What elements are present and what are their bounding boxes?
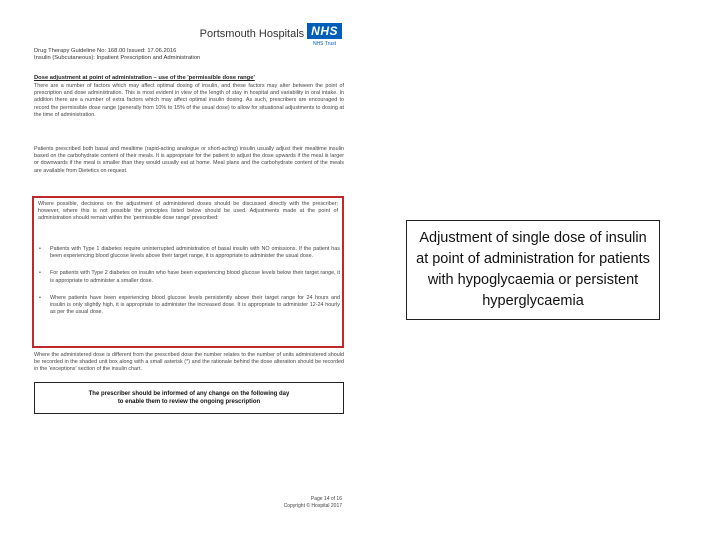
bullet-icon: •: [39, 246, 41, 252]
highlight-intro: Where possible, decisions on the adjustment of administered doses should be discussed directly with the prescriber; however, where this is not possible the principles listed below should be used. Adjustments made at the point of administration should remain within the 'permissible dose range' prescribed:: [38, 201, 338, 222]
logo-name: Portsmouth Hospitals: [199, 28, 305, 40]
bullet-text: Where patients have been experiencing blood glucose levels persistently above their target range for 24 hours and insulin is only slightly high, it is appropriate to administer the increased dose. It is appropriate to administer 12-24 hourly as per the usual dose.: [50, 294, 340, 316]
copyright: Copyright © Hospital 2017: [283, 503, 342, 509]
logo-trust: NHS Trust: [312, 41, 336, 47]
nhs-badge: NHS: [307, 23, 342, 39]
document-meta: [34, 48, 344, 62]
paragraph-3: Where the administered dose is different from the prescribed dose the number relates to the number of units administered should be recorded in the shaded unit box along with a small asterisk (*) and the rationale behind the dose alteration should be recorded in the 'exceptions' section of the insulin chart.: [34, 352, 344, 373]
hospital-logo: [200, 22, 342, 47]
paragraph-2: Patients prescribed both basal and mealtime (rapid-acting analogue or short-acting) insulin usually adjust their mealtime insulin based on the carbohydrate content of their meals. It is appropriate for the patient to adjust the dose upwards if the meal is larger or downwards if the meal is smaller than they would usually eat at home. Meal plans and the carbohydrate content of the meals are available from Dietetics on request.: [34, 146, 344, 174]
page-footer: [284, 496, 342, 510]
highlight-bullets: [38, 246, 340, 326]
bullet-text: For patients with Type 2 diabetes on insulin who have been experiencing blood glucose levels below their target range, it is appropriate to administer a smaller dose.: [50, 270, 340, 284]
notice-line-2: to enable them to review the ongoing prescription: [117, 399, 261, 405]
notice-line-1: The prescriber should be informed of any change on the following day: [88, 391, 290, 397]
bullet-icon: •: [39, 294, 41, 301]
guideline-line: Drug Therapy Guideline No: 168.00 Issued: 17.06.2016: [34, 48, 177, 54]
paragraph-1: There are a number of factors which may affect optimal dosing of insulin, and these factors may alter between the point of prescription and dose administration. This is most evident in view of the length of stay in hospital and variability in oral intake. In addition there are a number of extra factors which may affect optimal insulin dosing. As such, prescribers are encouraged to record the permissible dose range (generally from 10% to 15% of the usual dose) to allow for situational adjustments to dosing at the time of administration.: [34, 83, 344, 118]
callout-box: [406, 220, 660, 320]
list-item: [38, 270, 340, 284]
page-number: Page 14 of 16: [310, 496, 342, 502]
callout-text: Adjustment of single dose of insulin at point of administration for patients with hypoglycaemia or persistent hyperglycaemia: [416, 230, 650, 309]
prescriber-notice: [34, 382, 344, 414]
list-item: [38, 246, 340, 260]
title-line: Insulin (Subcutaneous): Inpatient Prescription and Administration: [34, 55, 201, 61]
bullet-text: Patients with Type 1 diabetes require uninterrupted administration of basal insulin with NO omissions. If the patient has been experiencing blood glucose levels above their target range, it is appropriate to administer the usual dose.: [50, 246, 340, 260]
guideline-page: [28, 18, 350, 520]
highlight-box: [32, 196, 344, 348]
bullet-icon: •: [39, 270, 41, 277]
section-heading: Dose adjustment at point of administration – use of the 'permissible dose range': [34, 75, 255, 81]
list-item: [38, 295, 340, 317]
